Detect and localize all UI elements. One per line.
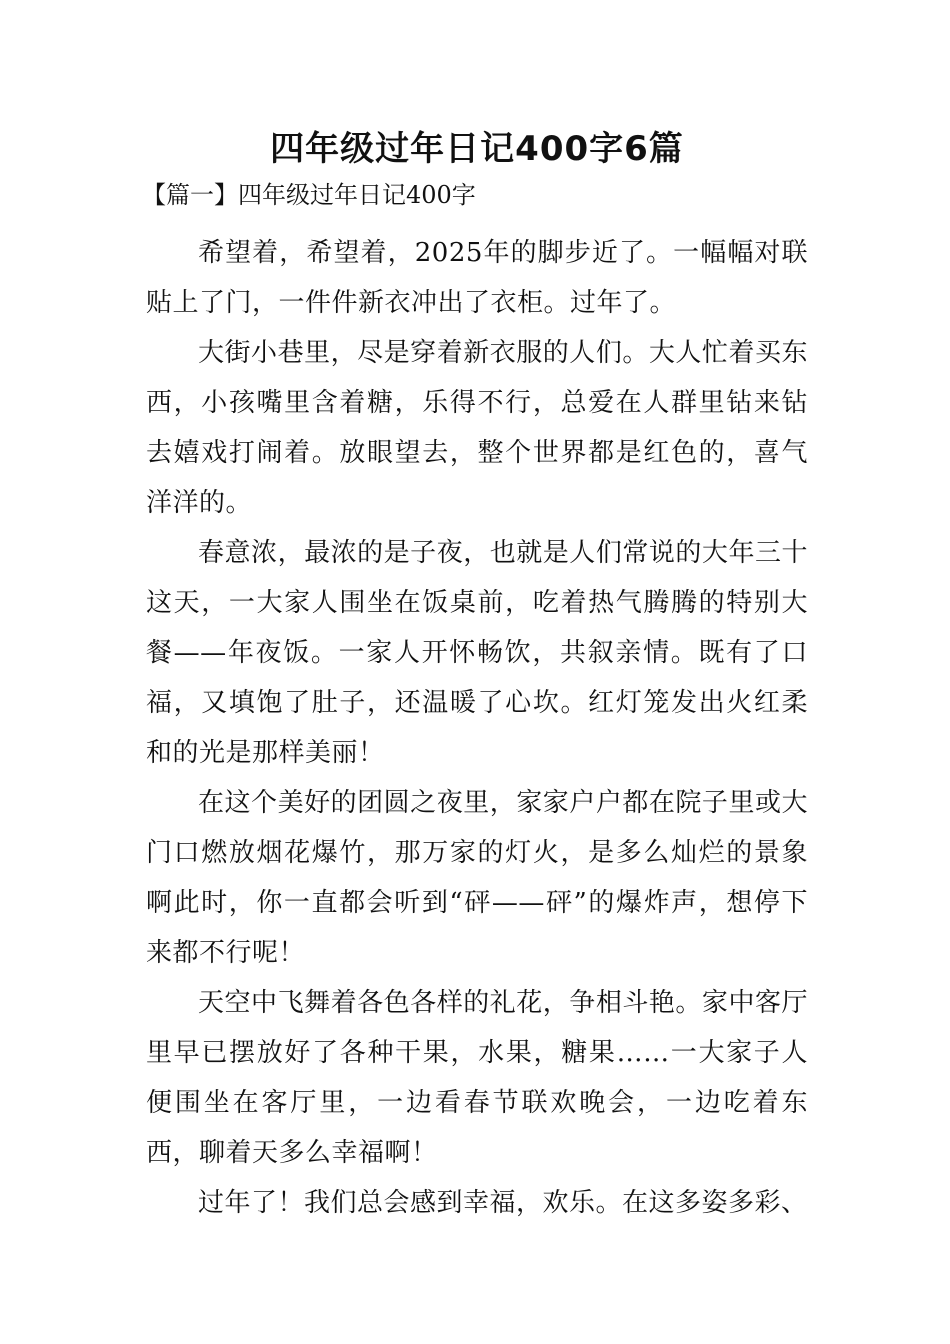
paragraph: 大街小巷里，尽是穿着新衣服的人们。大人忙着买东西，小孩嘴里含着糖，乐得不行，总爱在人群里钻来钻去嬉戏打闹着。放眼望去，整个世界都是红色的，喜气洋洋的。	[146, 338, 808, 518]
document-page	[142, 120, 808, 1228]
paragraph: 天空中飞舞着各色各样的礼花，争相斗艳。家中客厅里早已摆放好了各种干果，水果，糖果……一大家子人便围坐在客厅里，一边看春节联欢晚会，一边吃着东西，聊着天多么幸福啊！	[146, 988, 808, 1168]
paragraph: 春意浓，最浓的是子夜，也就是人们常说的大年三十这天，一大家人围坐在饭桌前，吃着热气腾腾的特别大餐——年夜饭。一家人开怀畅饮，共叙亲情。既有了口福，又填饱了肚子，还温暖了心坎。红灯笼发出火红柔和的光是那样美丽！	[146, 538, 808, 768]
paragraph: 在这个美好的团圆之夜里，家家户户都在院子里或大门口燃放烟花爆竹，那万家的灯火，是多么灿烂的景象啊此时，你一直都会听到“砰——砰”的爆炸声，想停下来都不行呢！	[146, 788, 808, 968]
paragraph: 希望着，希望着，2025年的脚步近了。一幅幅对联贴上了门，一件件新衣冲出了衣柜。过年了。	[146, 238, 808, 318]
paragraph: 过年了！我们总会感到幸福，欢乐。在这多姿多彩、	[198, 1188, 808, 1218]
document-title: 四年级过年日记400字6篇	[270, 129, 684, 169]
section-heading: 【篇一】四年级过年日记400字	[142, 181, 476, 209]
